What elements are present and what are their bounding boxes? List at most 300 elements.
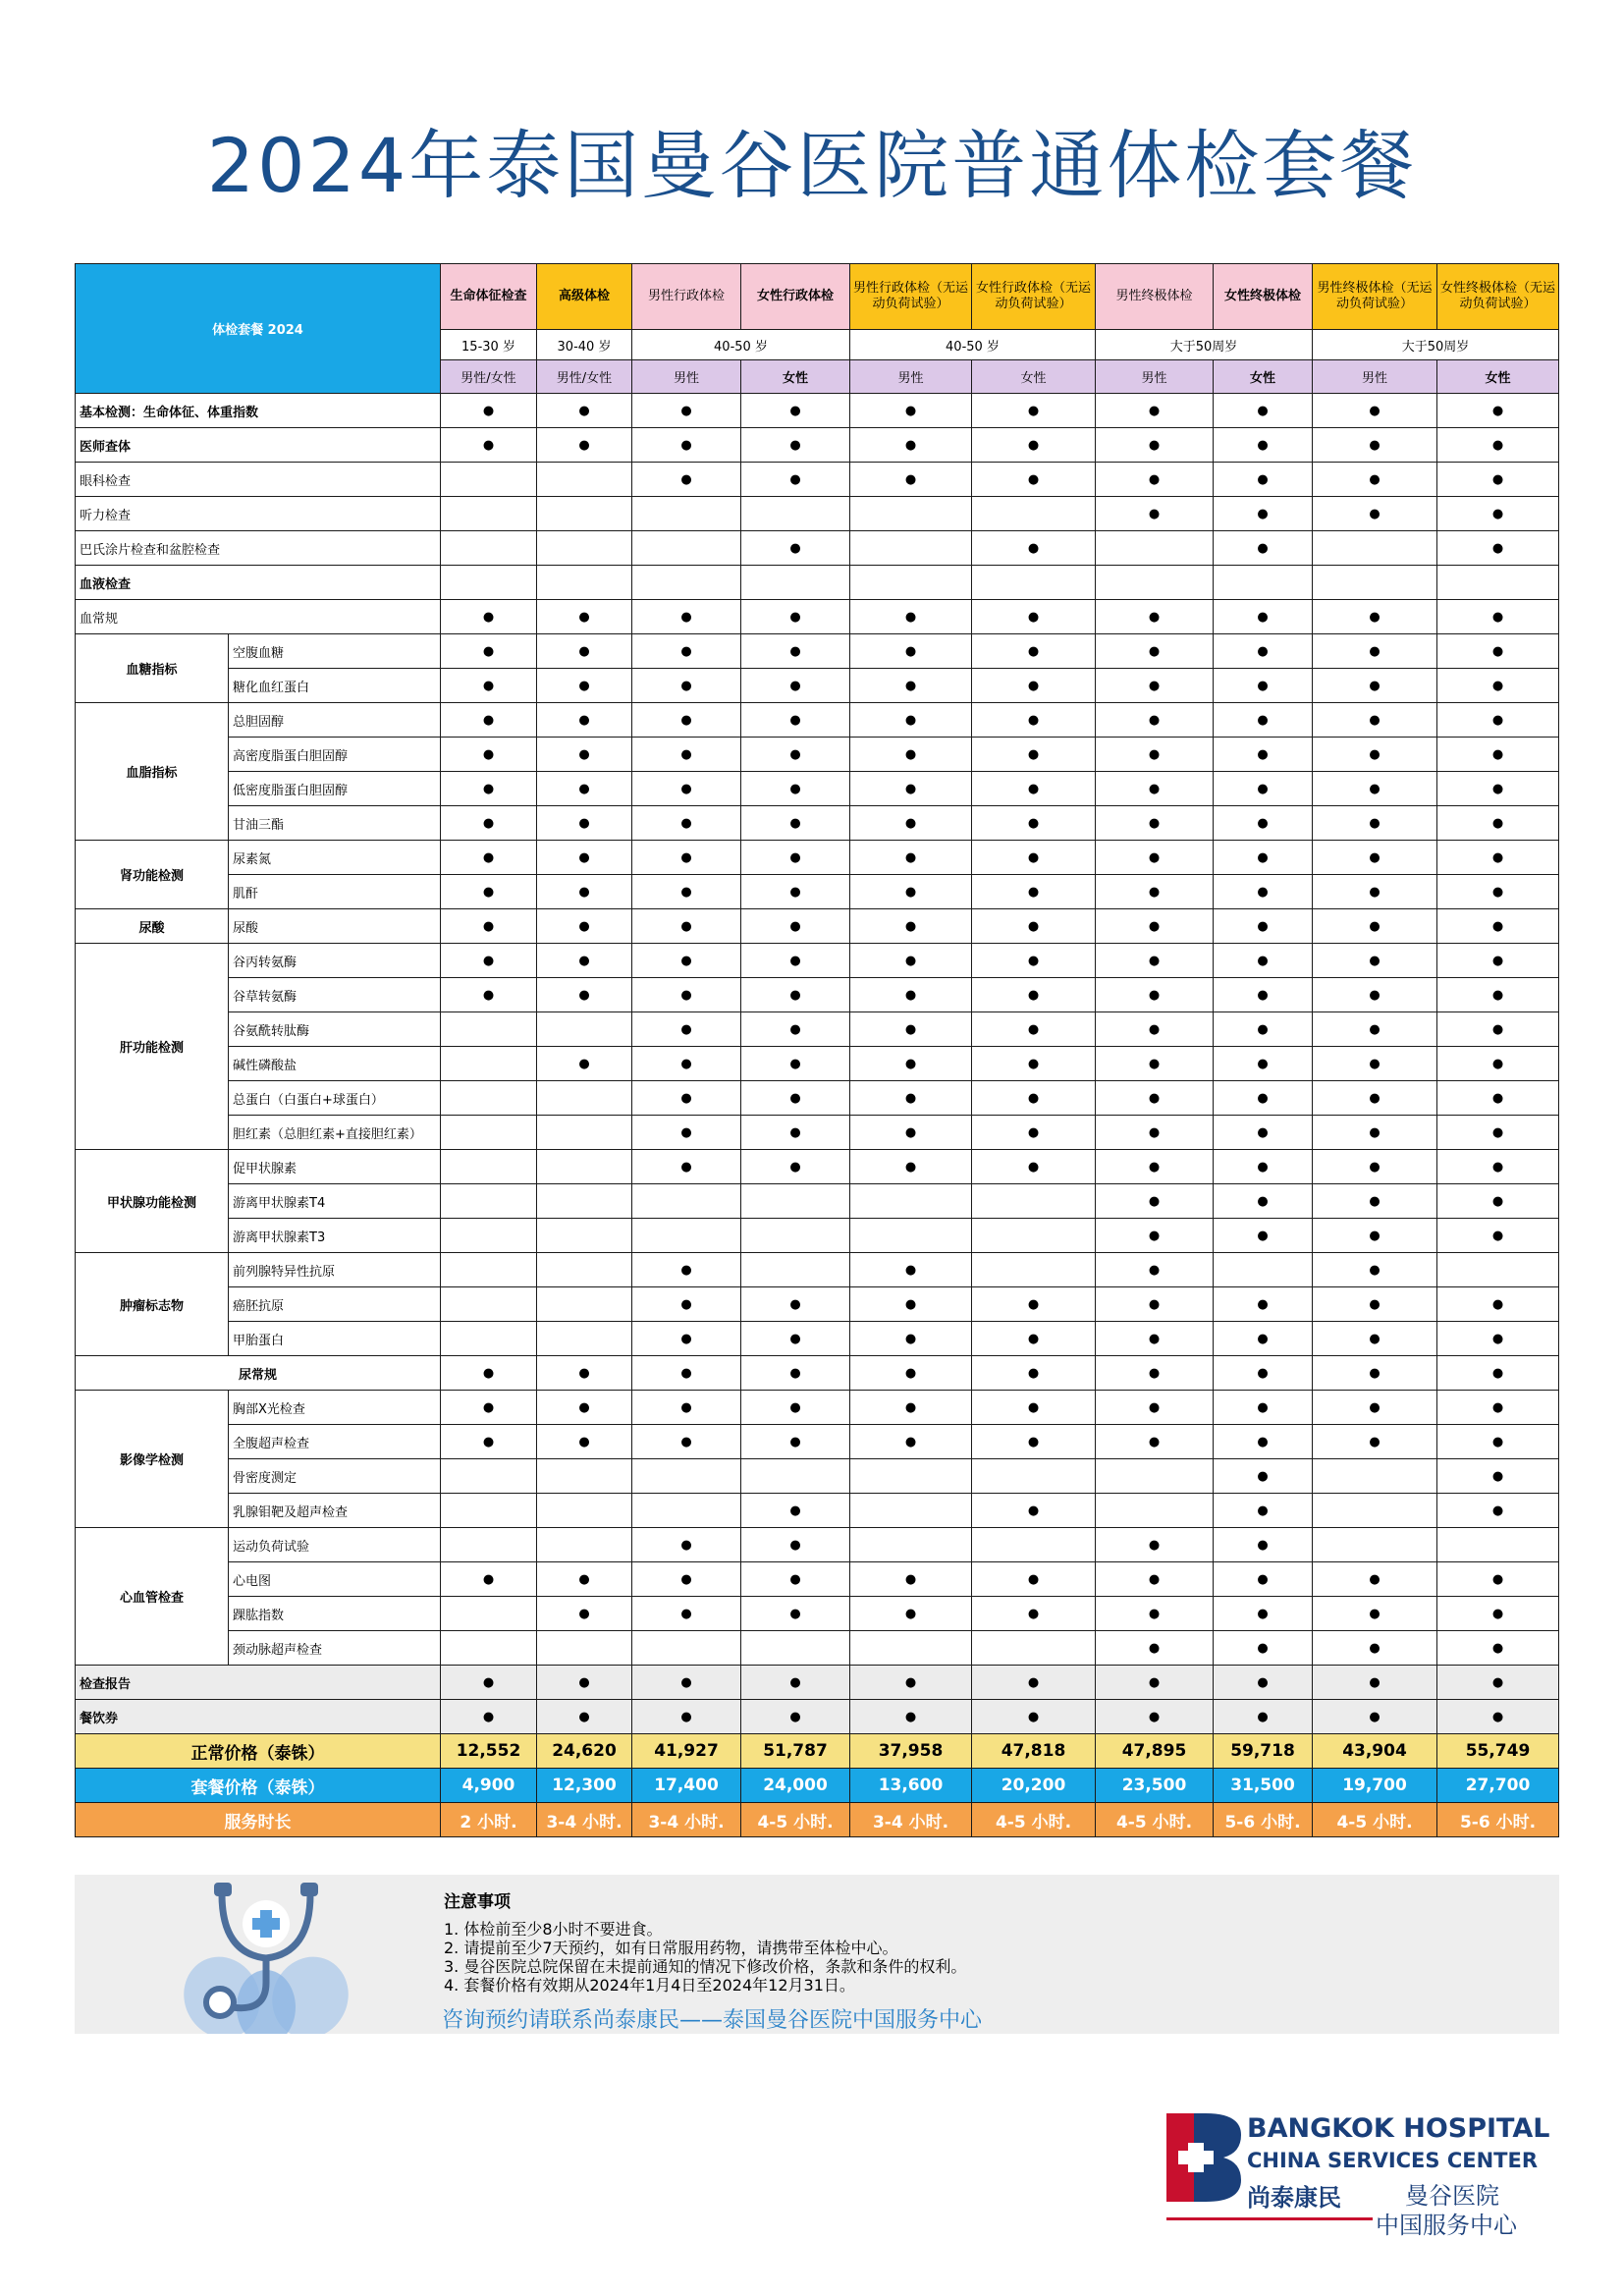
included-dot: ● (1313, 1012, 1437, 1047)
included-dot: ● (1214, 1287, 1313, 1322)
note-item: 3. 曼谷医院总院保留在未提前通知的情况下修改价格，条款和条件的权利。 (444, 1957, 967, 1976)
inclusion-cell (537, 566, 632, 600)
included-dot: ● (850, 669, 972, 703)
package-name: 男性终极体检 (1096, 264, 1214, 330)
inclusion-cell (441, 566, 537, 600)
included-dot: ● (1437, 600, 1559, 634)
inclusion-cell (441, 1287, 537, 1322)
item-label: 骨密度测定 (229, 1459, 441, 1494)
included-dot: ● (1437, 1391, 1559, 1425)
inclusion-cell (632, 1219, 741, 1253)
included-dot: ● (850, 909, 972, 944)
included-dot: ● (537, 772, 632, 806)
included-dot: ● (1214, 703, 1313, 738)
inclusion-cell (441, 1150, 537, 1184)
inclusion-cell (537, 1459, 632, 1494)
included-dot: ● (850, 1322, 972, 1356)
included-dot: ● (972, 428, 1096, 463)
included-dot: ● (850, 1391, 972, 1425)
included-dot: ● (632, 669, 741, 703)
logo-center-cn: 中国服务中心 (1376, 2212, 1517, 2239)
included-dot: ● (850, 1012, 972, 1047)
package-price-row-value: 13,600 (850, 1769, 972, 1803)
included-dot: ● (1214, 531, 1313, 566)
included-dot: ● (1214, 841, 1313, 875)
inclusion-cell (632, 1459, 741, 1494)
included-dot: ● (441, 1356, 537, 1391)
table-row (76, 1322, 1559, 1356)
inclusion-cell (441, 1081, 537, 1116)
included-dot: ● (537, 978, 632, 1012)
included-dot: ● (1437, 1184, 1559, 1219)
included-dot: ● (850, 841, 972, 875)
included-dot: ● (850, 463, 972, 497)
included-dot: ● (850, 1700, 972, 1734)
included-dot: ● (741, 428, 850, 463)
included-dot: ● (972, 1597, 1096, 1631)
table-row (76, 703, 1559, 738)
included-dot: ● (972, 738, 1096, 772)
package-name: 生命体征检查 (441, 264, 537, 330)
included-dot: ● (632, 1322, 741, 1356)
included-dot: ● (741, 703, 850, 738)
included-dot: ● (741, 1047, 850, 1081)
included-dot: ● (1437, 875, 1559, 909)
inclusion-cell (537, 1150, 632, 1184)
service-time-row-value: 4-5 小时. (1313, 1803, 1437, 1837)
inclusion-cell (850, 531, 972, 566)
included-dot: ● (1214, 1184, 1313, 1219)
item-label: 眼科检查 (76, 463, 441, 497)
item-label: 基本检测：生命体征、体重指数 (76, 394, 441, 428)
included-dot: ● (1214, 1631, 1313, 1666)
included-dot: ● (850, 1150, 972, 1184)
included-dot: ● (632, 1047, 741, 1081)
table-row (76, 566, 1559, 600)
included-dot: ● (1214, 772, 1313, 806)
inclusion-cell (537, 1528, 632, 1562)
item-label: 高密度脂蛋白胆固醇 (229, 738, 441, 772)
age-range: 40-50 岁 (850, 330, 1096, 360)
inclusion-cell (537, 1116, 632, 1150)
note-item: 4. 套餐价格有效期从2024年1月4日至2024年12月31日。 (444, 1976, 855, 1995)
included-dot: ● (850, 1116, 972, 1150)
table-row (76, 875, 1559, 909)
inclusion-cell (441, 497, 537, 531)
package-price-row-value: 4,900 (441, 1769, 537, 1803)
included-dot: ● (1096, 1184, 1214, 1219)
age-range: 大于50周岁 (1096, 330, 1313, 360)
included-dot: ● (741, 875, 850, 909)
included-dot: ● (1214, 1012, 1313, 1047)
inclusion-cell (632, 566, 741, 600)
inclusion-cell (1437, 1253, 1559, 1287)
inclusion-cell (741, 566, 850, 600)
included-dot: ● (1096, 806, 1214, 841)
inclusion-cell (441, 531, 537, 566)
category-label: 肿瘤标志物 (76, 1253, 229, 1356)
age-range: 40-50 岁 (632, 330, 850, 360)
included-dot: ● (972, 1287, 1096, 1322)
included-dot: ● (1096, 1425, 1214, 1459)
service-time-row-value: 3-4 小时. (537, 1803, 632, 1837)
sex-label: 女性 (741, 360, 850, 394)
included-dot: ● (1313, 600, 1437, 634)
included-dot: ● (741, 1494, 850, 1528)
included-dot: ● (1096, 944, 1214, 978)
service-time-row-value: 5-6 小时. (1214, 1803, 1313, 1837)
item-label: 医师查体 (76, 428, 441, 463)
included-dot: ● (1096, 1253, 1214, 1287)
table-row (76, 1666, 1559, 1700)
package-name: 女性终极体检（无运动负荷试验） (1437, 264, 1559, 330)
item-label: 踝肱指数 (229, 1597, 441, 1631)
service-time-row-value: 2 小时. (441, 1803, 537, 1837)
included-dot: ● (741, 841, 850, 875)
included-dot: ● (537, 909, 632, 944)
item-label: 碱性磷酸盐 (229, 1047, 441, 1081)
package-price-row-value: 19,700 (1313, 1769, 1437, 1803)
included-dot: ● (1313, 1253, 1437, 1287)
logo-name-cn: 曼谷医院 (1405, 2182, 1499, 2210)
inclusion-cell (850, 1219, 972, 1253)
included-dot: ● (1096, 497, 1214, 531)
inclusion-cell (850, 1528, 972, 1562)
included-dot: ● (632, 1150, 741, 1184)
included-dot: ● (1313, 1666, 1437, 1700)
inclusion-cell (1313, 1528, 1437, 1562)
included-dot: ● (972, 463, 1096, 497)
table-row (76, 463, 1559, 497)
inclusion-cell (441, 1253, 537, 1287)
note-item: 1. 体检前至少8小时不要进食。 (444, 1920, 663, 1939)
package-price-row-value: 24,000 (741, 1769, 850, 1803)
included-dot: ● (1214, 1391, 1313, 1425)
inclusion-cell (1096, 566, 1214, 600)
included-dot: ● (1214, 1494, 1313, 1528)
table-row (76, 669, 1559, 703)
included-dot: ● (537, 806, 632, 841)
age-range: 大于50周岁 (1313, 330, 1559, 360)
included-dot: ● (1437, 1012, 1559, 1047)
regular-price-row-label: 正常价格（泰铢） (76, 1734, 441, 1769)
included-dot: ● (1437, 463, 1559, 497)
included-dot: ● (741, 806, 850, 841)
included-dot: ● (1437, 1081, 1559, 1116)
included-dot: ● (1437, 944, 1559, 978)
item-label: 胸部X光检查 (229, 1391, 441, 1425)
inclusion-cell (850, 1494, 972, 1528)
included-dot: ● (1313, 463, 1437, 497)
table-row (76, 1219, 1559, 1253)
included-dot: ● (741, 1287, 850, 1322)
package-name: 男性终极体检（无运动负荷试验） (1313, 264, 1437, 330)
inclusion-cell (1437, 566, 1559, 600)
included-dot: ● (1437, 738, 1559, 772)
included-dot: ● (1096, 738, 1214, 772)
included-dot: ● (741, 1150, 850, 1184)
logo-brand-cn: 尚泰康民 (1247, 2184, 1341, 2212)
included-dot: ● (1313, 806, 1437, 841)
included-dot: ● (441, 669, 537, 703)
included-dot: ● (741, 1666, 850, 1700)
included-dot: ● (441, 394, 537, 428)
category-label: 心血管检查 (76, 1528, 229, 1666)
included-dot: ● (441, 428, 537, 463)
regular-price-row-value: 47,895 (1096, 1734, 1214, 1769)
service-time-row-value: 4-5 小时. (1096, 1803, 1214, 1837)
included-dot: ● (1437, 1666, 1559, 1700)
table-row (76, 1631, 1559, 1666)
inclusion-cell (537, 1219, 632, 1253)
included-dot: ● (972, 841, 1096, 875)
service-time-row-value: 5-6 小时. (1437, 1803, 1559, 1837)
item-label: 尿酸 (229, 909, 441, 944)
included-dot: ● (972, 1562, 1096, 1597)
included-dot: ● (1096, 1356, 1214, 1391)
included-dot: ● (850, 703, 972, 738)
included-dot: ● (1096, 634, 1214, 669)
included-dot: ● (632, 738, 741, 772)
category-label: 血糖指标 (76, 634, 229, 703)
included-dot: ● (741, 394, 850, 428)
included-dot: ● (1437, 634, 1559, 669)
included-dot: ● (850, 1081, 972, 1116)
stethoscope-illustration (163, 1875, 359, 2034)
included-dot: ● (632, 394, 741, 428)
included-dot: ● (1313, 738, 1437, 772)
regular-price-row-value: 51,787 (741, 1734, 850, 1769)
inclusion-cell (537, 1631, 632, 1666)
included-dot: ● (1313, 1322, 1437, 1356)
included-dot: ● (850, 1425, 972, 1459)
included-dot: ● (1096, 1047, 1214, 1081)
included-dot: ● (850, 428, 972, 463)
regular-price-row-value: 12,552 (441, 1734, 537, 1769)
included-dot: ● (537, 1391, 632, 1425)
inclusion-cell (741, 1184, 850, 1219)
included-dot: ● (1313, 634, 1437, 669)
inclusion-cell (537, 1253, 632, 1287)
sex-label: 男性/女性 (537, 360, 632, 394)
inclusion-cell (850, 497, 972, 531)
item-label: 糖化血红蛋白 (229, 669, 441, 703)
table-row (76, 1700, 1559, 1734)
item-label: 巴氏涂片检查和盆腔检查 (76, 531, 441, 566)
inclusion-cell (850, 566, 972, 600)
item-label: 低密度脂蛋白胆固醇 (229, 772, 441, 806)
included-dot: ● (850, 1047, 972, 1081)
included-dot: ● (850, 1253, 972, 1287)
included-dot: ● (741, 600, 850, 634)
inclusion-cell (441, 1184, 537, 1219)
service-time-row (76, 1803, 1559, 1837)
included-dot: ● (632, 841, 741, 875)
item-label: 血液检查 (76, 566, 441, 600)
included-dot: ● (972, 1047, 1096, 1081)
included-dot: ● (1214, 1425, 1313, 1459)
item-label: 总胆固醇 (229, 703, 441, 738)
included-dot: ● (632, 1356, 741, 1391)
table-row (76, 1081, 1559, 1116)
included-dot: ● (537, 841, 632, 875)
sex-label: 男性/女性 (441, 360, 537, 394)
regular-price-row-value: 59,718 (1214, 1734, 1313, 1769)
included-dot: ● (1437, 1494, 1559, 1528)
included-dot: ● (537, 703, 632, 738)
included-dot: ● (1313, 1562, 1437, 1597)
inclusion-cell (537, 1184, 632, 1219)
sex-label: 男性 (632, 360, 741, 394)
included-dot: ● (1313, 1116, 1437, 1150)
included-dot: ● (632, 1666, 741, 1700)
package-price-row (76, 1769, 1559, 1803)
inclusion-cell (537, 1012, 632, 1047)
inclusion-cell (741, 1631, 850, 1666)
included-dot: ● (972, 772, 1096, 806)
included-dot: ● (972, 531, 1096, 566)
included-dot: ● (632, 634, 741, 669)
inclusion-cell (632, 531, 741, 566)
inclusion-cell (441, 1631, 537, 1666)
included-dot: ● (1313, 669, 1437, 703)
included-dot: ● (1096, 703, 1214, 738)
category-label: 血脂指标 (76, 703, 229, 841)
included-dot: ● (537, 1425, 632, 1459)
package-price-row-value: 31,500 (1214, 1769, 1313, 1803)
included-dot: ● (537, 1356, 632, 1391)
included-dot: ● (741, 1322, 850, 1356)
included-dot: ● (632, 806, 741, 841)
inclusion-cell (441, 1494, 537, 1528)
included-dot: ● (1313, 1150, 1437, 1184)
included-dot: ● (1096, 1700, 1214, 1734)
table-row (76, 1597, 1559, 1631)
inclusion-cell (972, 1184, 1096, 1219)
included-dot: ● (1313, 909, 1437, 944)
included-dot: ● (972, 875, 1096, 909)
inclusion-cell (1313, 1459, 1437, 1494)
regular-price-row-value: 24,620 (537, 1734, 632, 1769)
included-dot: ● (632, 1391, 741, 1425)
inclusion-cell (1313, 566, 1437, 600)
service-time-row-value: 4-5 小时. (972, 1803, 1096, 1837)
table-row (76, 1150, 1559, 1184)
included-dot: ● (850, 944, 972, 978)
table-row (76, 1012, 1559, 1047)
included-dot: ● (850, 1562, 972, 1597)
inclusion-cell (850, 1459, 972, 1494)
sex-label: 女性 (1437, 360, 1559, 394)
included-dot: ● (1437, 806, 1559, 841)
inclusion-cell (850, 1184, 972, 1219)
included-dot: ● (632, 1253, 741, 1287)
inclusion-cell (1313, 531, 1437, 566)
regular-price-row (76, 1734, 1559, 1769)
age-range: 30-40 岁 (537, 330, 632, 360)
service-time-row-label: 服务时长 (76, 1803, 441, 1837)
inclusion-cell (1214, 566, 1313, 600)
included-dot: ● (1313, 497, 1437, 531)
included-dot: ● (741, 944, 850, 978)
item-label: 总蛋白（白蛋白+球蛋白） (229, 1081, 441, 1116)
included-dot: ● (1313, 1597, 1437, 1631)
included-dot: ● (972, 1150, 1096, 1184)
included-dot: ● (741, 772, 850, 806)
included-dot: ● (1313, 394, 1437, 428)
included-dot: ● (1437, 703, 1559, 738)
included-dot: ● (741, 463, 850, 497)
table-row (76, 531, 1559, 566)
item-label: 游离甲状腺素T4 (229, 1184, 441, 1219)
table-row (76, 1562, 1559, 1597)
logo-text-line2: CHINA SERVICES CENTER (1247, 2149, 1539, 2172)
item-label: 心电图 (229, 1562, 441, 1597)
included-dot: ● (972, 1391, 1096, 1425)
included-dot: ● (441, 703, 537, 738)
table-row (76, 600, 1559, 634)
notes-title: 注意事项 (444, 1892, 511, 1912)
page-title: 2024年泰国曼谷医院普通体检套餐 (206, 122, 1418, 209)
table-row (76, 497, 1559, 531)
included-dot: ● (1096, 428, 1214, 463)
table-row (76, 634, 1559, 669)
included-dot: ● (972, 944, 1096, 978)
inclusion-cell (972, 1528, 1096, 1562)
included-dot: ● (1313, 1287, 1437, 1322)
included-dot: ● (741, 1081, 850, 1116)
inclusion-cell (1096, 1459, 1214, 1494)
package-price-row-label: 套餐价格（泰铢） (76, 1769, 441, 1803)
category-label: 尿酸 (76, 909, 229, 944)
table-row (76, 1391, 1559, 1425)
included-dot: ● (741, 1116, 850, 1150)
included-dot: ● (441, 1562, 537, 1597)
inclusion-cell (441, 1597, 537, 1631)
included-dot: ● (972, 1494, 1096, 1528)
included-dot: ● (441, 909, 537, 944)
included-dot: ● (850, 1356, 972, 1391)
included-dot: ● (1096, 1666, 1214, 1700)
included-dot: ● (1214, 1597, 1313, 1631)
included-dot: ● (1437, 841, 1559, 875)
package-name: 高级体检 (537, 264, 632, 330)
included-dot: ● (1096, 1631, 1214, 1666)
included-dot: ● (1214, 1459, 1313, 1494)
inclusion-cell (972, 1253, 1096, 1287)
included-dot: ● (1313, 944, 1437, 978)
included-dot: ● (1437, 1287, 1559, 1322)
included-dot: ● (632, 978, 741, 1012)
included-dot: ● (1096, 875, 1214, 909)
included-dot: ● (1096, 1287, 1214, 1322)
included-dot: ● (741, 1528, 850, 1562)
inclusion-cell (741, 1219, 850, 1253)
included-dot: ● (632, 1562, 741, 1597)
included-dot: ● (1096, 669, 1214, 703)
included-dot: ● (1214, 978, 1313, 1012)
table-row (76, 1047, 1559, 1081)
inclusion-cell (632, 1184, 741, 1219)
included-dot: ● (850, 634, 972, 669)
included-dot: ● (537, 428, 632, 463)
inclusion-cell (632, 497, 741, 531)
item-label: 尿素氮 (229, 841, 441, 875)
included-dot: ● (441, 1666, 537, 1700)
included-dot: ● (1096, 1597, 1214, 1631)
included-dot: ● (850, 875, 972, 909)
included-dot: ● (441, 1391, 537, 1425)
